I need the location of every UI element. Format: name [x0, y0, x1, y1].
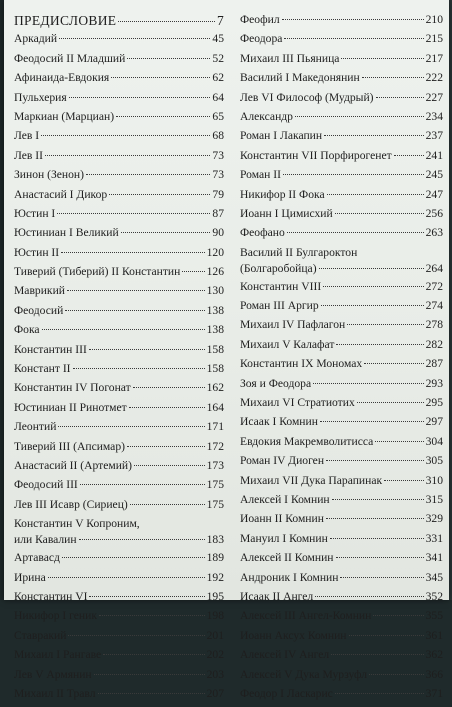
toc-entry: [240, 227, 443, 246]
toc-entry: [14, 227, 224, 246]
toc-entry-title: Иоанн Аксух Комнин: [240, 628, 347, 642]
toc-page-number: 202: [206, 648, 224, 662]
dot-leader: [313, 383, 423, 384]
toc-entry: [240, 688, 443, 707]
toc-page-number: 172: [206, 439, 224, 453]
toc-page-number: 215: [425, 32, 443, 46]
dot-leader: [42, 329, 205, 330]
toc-entry: [14, 266, 224, 285]
toc-entry-title: Лев VI Философ (Мудрый): [240, 90, 374, 104]
toc-entry-title: Юстин I: [14, 206, 56, 220]
dot-leader: [321, 305, 424, 306]
toc-entry: [240, 378, 443, 397]
dot-leader: [282, 19, 424, 20]
toc-entry: [240, 92, 443, 111]
toc-page-number: 295: [425, 396, 443, 410]
toc-page-number: 305: [425, 454, 443, 468]
toc-entry-title: ПРЕДИСЛОВИЕ: [14, 13, 117, 28]
dot-leader: [315, 596, 423, 597]
toc-entry-title: Юстиниан II Ринотмет: [14, 400, 127, 414]
toc-page-number: 171: [206, 420, 224, 434]
toc-page-number: 278: [425, 318, 443, 332]
toc-page-number: 297: [425, 415, 443, 429]
toc-entry-title: Алексей III Ангел-Комнин: [240, 609, 372, 623]
toc-page-number: 138: [206, 303, 224, 317]
toc-page-number: 371: [425, 686, 443, 700]
toc-entry-line: [14, 534, 224, 547]
toc-entry: [240, 552, 443, 571]
toc-page-number: 73: [212, 168, 224, 182]
toc-entry-title: Исаак II Ангел: [240, 589, 314, 603]
toc-entry-title: Тиверий (Тиберий) II Константин: [14, 265, 181, 279]
dot-leader: [287, 232, 424, 233]
toc-entry-title: Михаил II Травл: [14, 686, 96, 700]
toc-entry: [14, 572, 224, 591]
dot-leader: [79, 539, 205, 540]
toc-column-right: [240, 14, 443, 707]
dot-leader: [116, 116, 210, 117]
dot-leader: [373, 615, 423, 616]
dot-leader: [45, 155, 210, 156]
toc-page-number: 274: [425, 299, 443, 313]
toc-entry-title: Феодора: [240, 32, 283, 46]
toc-entry: [14, 688, 224, 707]
dot-leader: [89, 596, 204, 597]
toc-entry: [240, 339, 443, 358]
toc-entry: [240, 610, 443, 629]
toc-entry-title: Аркадий: [14, 32, 58, 46]
toc-page-number: 64: [212, 90, 224, 104]
toc-entry: [14, 591, 224, 610]
dot-leader: [326, 518, 424, 519]
toc-page-number: 331: [425, 531, 443, 545]
toc-page-number: 352: [425, 589, 443, 603]
toc-entry: [14, 169, 224, 188]
toc-column-left: [14, 14, 224, 707]
toc-page-number: 329: [425, 512, 443, 526]
toc-entry-title: Константин IX Мономах: [240, 357, 363, 371]
toc-entry-title: Михаил VII Дука Парапинак: [240, 473, 383, 487]
toc-entry: [14, 53, 224, 72]
toc-entry-title-continued: или Кавалин: [14, 533, 77, 547]
toc-entry-title: Михаил VI Стратиотих: [240, 396, 355, 410]
dot-leader: [331, 654, 423, 655]
dot-leader: [61, 252, 204, 253]
toc-entry-title: Исаак I Комнин: [240, 415, 318, 429]
toc-entry: [14, 33, 224, 52]
toc-entry: [240, 53, 443, 72]
toc-entry-title: Роман II: [240, 168, 281, 182]
toc-entry-title: Роман I Лакапин: [240, 129, 323, 143]
dot-leader: [384, 480, 424, 481]
dot-leader: [357, 402, 424, 403]
dot-leader: [375, 441, 423, 442]
toc-entry-title: Лев III Исавр (Сириец): [14, 497, 128, 511]
dot-leader: [121, 232, 211, 233]
dot-leader: [335, 213, 424, 214]
toc-entry: [240, 572, 443, 591]
toc-entry-title: Константин VII Порфирогенет: [240, 148, 392, 162]
toc-entry: [240, 169, 443, 188]
dot-leader: [330, 538, 424, 539]
toc-entry-title: Маврикий: [14, 284, 65, 298]
toc-page-number: 315: [425, 492, 443, 506]
toc-entry-title: Василий II Булгароктон: [240, 245, 358, 259]
toc-page-number: 201: [206, 628, 224, 642]
toc-entry-title: Феофил: [240, 13, 280, 26]
dot-leader: [58, 426, 204, 427]
toc-entry-title: Лев I: [14, 129, 40, 143]
toc-page-number: 245: [425, 168, 443, 182]
toc-page-number: 68: [212, 129, 224, 143]
toc-page-number: 175: [206, 478, 224, 492]
dot-leader: [80, 484, 205, 485]
toc-page-number: 52: [212, 51, 224, 65]
toc-entry: [14, 363, 224, 382]
toc-entry: [14, 247, 224, 266]
dot-leader: [323, 286, 423, 287]
toc-page-number: 164: [206, 400, 224, 414]
toc-entry: [240, 111, 443, 130]
toc-entry-title: Константин III: [14, 342, 87, 356]
toc-entry: [14, 382, 224, 401]
toc-entry-title: Тиверий III (Апсимар): [14, 439, 125, 453]
toc-entry: [14, 479, 224, 498]
toc-entry-title: Роман IV Диоген: [240, 454, 325, 468]
dot-leader: [94, 674, 205, 675]
toc-page-number: 264: [425, 261, 443, 275]
toc-page-number: 362: [425, 648, 443, 662]
dot-leader: [103, 654, 204, 655]
toc-page-number: 198: [206, 609, 224, 623]
dot-leader: [295, 116, 424, 117]
dot-leader: [127, 58, 210, 59]
toc-entry: [14, 305, 224, 324]
toc-entry: [240, 591, 443, 610]
dot-leader: [109, 194, 210, 195]
toc-page-number: 126: [206, 265, 224, 279]
toc-entry: [240, 669, 443, 688]
dot-leader: [347, 324, 423, 325]
toc-entry: [14, 111, 224, 130]
toc-entry: [14, 92, 224, 111]
dot-leader: [130, 504, 205, 505]
toc-page-number: 304: [425, 434, 443, 448]
toc-entry: [240, 397, 443, 416]
dot-leader: [127, 446, 205, 447]
toc-entry: [14, 130, 224, 149]
dot-leader: [89, 349, 205, 350]
toc-entry-title: Анастасий II (Артемий): [14, 458, 132, 472]
dot-leader: [68, 635, 204, 636]
toc-page-number: 183: [206, 533, 224, 547]
toc-page-number: 345: [425, 570, 443, 584]
toc-entry-title: Константин VI: [14, 589, 88, 603]
toc-page-number: 162: [206, 381, 224, 395]
toc-entry-title: Василий I Македонянин: [240, 71, 360, 85]
toc-page-number: 65: [212, 109, 224, 123]
toc-page-number: 247: [425, 187, 443, 201]
toc-entry: [240, 300, 443, 319]
dot-leader: [69, 97, 211, 98]
toc-entry: [240, 130, 443, 149]
dot-leader: [99, 615, 205, 616]
toc-entry: [14, 344, 224, 363]
dot-leader: [98, 693, 205, 694]
toc-entry-title: Константин VIII: [240, 279, 322, 293]
toc-page-number: 210: [425, 13, 443, 26]
toc-entry: [14, 552, 224, 571]
toc-entry-title: Феофано: [240, 226, 285, 240]
toc-page-number: 241: [425, 148, 443, 162]
dot-leader: [118, 21, 215, 22]
toc-page-number: 272: [425, 279, 443, 293]
toc-page-number: 222: [425, 71, 443, 85]
toc-entry: [14, 499, 224, 518]
dot-leader: [327, 194, 424, 195]
toc-entry: [14, 630, 224, 649]
toc-page-number: 282: [425, 337, 443, 351]
toc-entry: [240, 475, 443, 494]
toc-entry-title: Лев II: [14, 148, 44, 162]
toc-entry: [240, 416, 443, 435]
toc-entry: [14, 208, 224, 227]
toc-entry: [240, 358, 443, 377]
toc-entry-title: Константин IV Погонат: [14, 381, 131, 395]
toc-page-number: 45: [212, 32, 224, 46]
toc-entry: [240, 649, 443, 668]
dot-leader: [41, 135, 210, 136]
toc-entry-title: Феодосий: [14, 303, 64, 317]
toc-page-number: 207: [206, 686, 224, 700]
dot-leader: [62, 557, 205, 558]
toc-entry-title: Ирина: [14, 570, 46, 584]
toc-entry-title: Михаил V Калафат: [240, 337, 335, 351]
toc-entry-title: Ставракий: [14, 628, 67, 642]
toc-entry: [14, 441, 224, 460]
dot-leader: [336, 344, 423, 345]
dot-leader: [67, 290, 205, 291]
toc-entry-title: Роман III Аргир: [240, 299, 319, 313]
dot-leader: [349, 635, 424, 636]
toc-entry: [14, 285, 224, 304]
toc-page-number: 293: [425, 376, 443, 390]
toc-entry-title: Алексей I Комнин: [240, 492, 330, 506]
toc-entry: [240, 455, 443, 474]
dot-leader: [73, 368, 205, 369]
toc-entry-title: Евдокия Макремволитисса: [240, 434, 374, 448]
toc-entry-title: Фока: [14, 323, 40, 337]
dot-leader: [332, 499, 424, 500]
toc-entry: [240, 208, 443, 227]
toc-entry-title: Пульхерия: [14, 90, 67, 104]
toc-entry-title: Зинон (Зенон): [14, 168, 84, 182]
toc-entry: [240, 189, 443, 208]
toc-entry-title: Алексей II Комнин: [240, 551, 334, 565]
toc-page-number: 62: [212, 71, 224, 85]
toc-entry-title: Леонтий: [14, 420, 57, 434]
toc-entry-title: Алексей IV Ангел: [240, 648, 330, 662]
dot-leader: [319, 268, 424, 269]
toc-entry-title: Феодосий III: [14, 478, 78, 492]
toc-entry-title: Артавасд: [14, 551, 60, 565]
toc-entry: [240, 281, 443, 300]
dot-leader: [182, 271, 204, 272]
toc-entry-title: Маркиан (Марциан): [14, 109, 115, 123]
dot-leader: [57, 213, 210, 214]
toc-page-number: 73: [212, 148, 224, 162]
dot-leader: [341, 58, 423, 59]
toc-page-number: 175: [206, 497, 224, 511]
toc-entry: [14, 460, 224, 479]
toc-entry-title: Иоанн I Цимисхий: [240, 206, 333, 220]
toc-entry: [240, 72, 443, 91]
toc-entry: [14, 402, 224, 421]
dot-leader: [394, 155, 424, 156]
toc-page-number: 237: [425, 129, 443, 143]
toc-page-number: 192: [206, 570, 224, 584]
toc-entry-title: Лев V Армянин: [14, 667, 92, 681]
toc-entry-title: Зоя и Феодора: [240, 376, 312, 390]
toc-entry: [14, 518, 224, 552]
dot-leader: [134, 465, 205, 466]
toc-entry: [240, 33, 443, 52]
toc-page-number: 158: [206, 342, 224, 356]
book-page: [4, 0, 449, 700]
toc-entry-title: Александр: [240, 109, 293, 123]
dot-leader: [129, 407, 205, 408]
toc-page-number: 7: [216, 13, 224, 28]
toc-page-number: 361: [425, 628, 443, 642]
toc-entry: [14, 72, 224, 91]
toc-entry-title: Михаил III Пьяница: [240, 51, 340, 65]
dot-leader: [336, 557, 424, 558]
toc-entry-title: Никифор II Фока: [240, 187, 325, 201]
dot-leader: [340, 577, 423, 578]
toc-page-number: 130: [206, 284, 224, 298]
dot-leader: [362, 77, 424, 78]
toc-page-number: 189: [206, 551, 224, 565]
toc-page-number: 158: [206, 362, 224, 376]
dot-leader: [364, 363, 423, 364]
toc-page-number: 138: [206, 323, 224, 337]
toc-page-number: 287: [425, 357, 443, 371]
toc-page-number: 366: [425, 667, 443, 681]
toc-page-number: 217: [425, 51, 443, 65]
toc-entry: [240, 533, 443, 552]
dot-leader: [369, 674, 424, 675]
dot-leader: [48, 577, 205, 578]
dot-leader: [283, 174, 424, 175]
dot-leader: [335, 693, 424, 694]
dot-leader: [111, 77, 210, 78]
toc-page-number: 256: [425, 206, 443, 220]
toc-page-number: 203: [206, 667, 224, 681]
toc-entry: [240, 319, 443, 338]
toc-entry-title: Андроник I Комнин: [240, 570, 339, 584]
toc-page-number: 263: [425, 226, 443, 240]
toc-entry: [14, 189, 224, 208]
toc-page-number: 79: [212, 187, 224, 201]
toc-entry: [14, 421, 224, 440]
toc-entry: [14, 669, 224, 688]
toc-page-number: 195: [206, 589, 224, 603]
toc-page-number: 310: [425, 473, 443, 487]
toc-page-number: 120: [206, 245, 224, 259]
dot-leader: [320, 421, 424, 422]
toc-entry-title: Констант II: [14, 362, 71, 376]
dot-leader: [133, 387, 205, 388]
dot-leader: [324, 135, 424, 136]
dot-leader: [86, 174, 210, 175]
toc-entry-title: Константин V Копроним,: [14, 517, 140, 531]
toc-entry-title: Юстиниан I Великий: [14, 226, 119, 240]
dot-leader: [284, 38, 423, 39]
toc-entry-title: Иоанн II Комнин: [240, 512, 324, 526]
toc-entry: [14, 150, 224, 169]
toc-entry: [240, 247, 443, 281]
dot-leader: [65, 310, 204, 311]
toc-entry-title: Феодосий II Младший: [14, 51, 126, 65]
dot-leader: [326, 460, 424, 461]
toc-entry-line: [240, 263, 443, 276]
toc-page-number: 227: [425, 90, 443, 104]
toc-entry: [240, 630, 443, 649]
toc-entry-title: Мануил I Комнин: [240, 531, 328, 545]
toc-entry: [14, 14, 224, 33]
toc-entry-title: Юстин II: [14, 245, 60, 259]
toc-entry-title: Анастасий I Дикор: [14, 187, 108, 201]
toc-entry: [240, 150, 443, 169]
toc-page-number: 234: [425, 109, 443, 123]
toc-entry: [240, 513, 443, 532]
toc-entry-title: Афинаида-Евдокия: [14, 71, 110, 85]
toc-entry: [240, 494, 443, 513]
dot-leader: [59, 38, 210, 39]
toc-entry: [14, 610, 224, 629]
toc-entry: [14, 324, 224, 343]
toc-page-number: 341: [425, 551, 443, 565]
toc-page-number: 90: [212, 226, 224, 240]
toc-page-number: 173: [206, 458, 224, 472]
toc-entry-title: Михаил I Рангаве: [14, 648, 102, 662]
toc-page-number: 87: [212, 206, 224, 220]
toc-entry-title: Михаил IV Пафлагон: [240, 318, 346, 332]
toc-entry-title-continued: (Болгаробойца): [240, 261, 317, 275]
toc-entry: [240, 436, 443, 455]
toc-entry-title: Феодор I Ласкарис: [240, 686, 333, 700]
toc-entry-title: Никифор I геник: [14, 609, 97, 623]
toc-entry: [14, 649, 224, 668]
toc-page-number: 355: [425, 609, 443, 623]
toc-entry: [240, 14, 443, 33]
toc-entry-title: Алексей V Дука Мурзуфл: [240, 667, 368, 681]
dot-leader: [376, 97, 424, 98]
